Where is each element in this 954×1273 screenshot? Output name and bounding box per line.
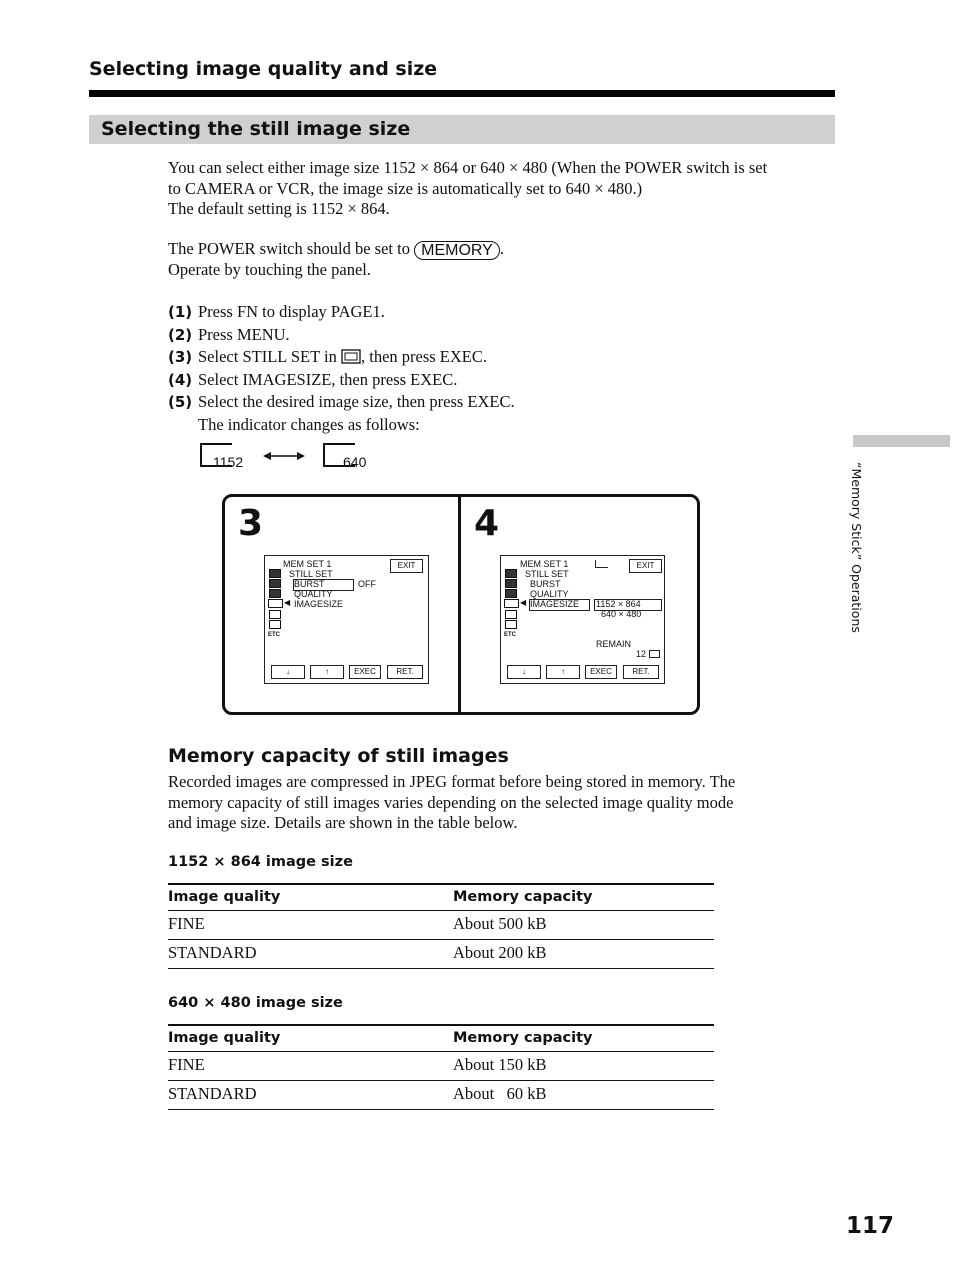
menu-item-burst[interactable]: BURST xyxy=(530,579,561,589)
table-header-row xyxy=(168,884,714,911)
memory-paragraph xyxy=(168,772,838,834)
chapter-rule xyxy=(89,90,835,97)
still-set-menu-icon xyxy=(341,349,361,364)
table-row xyxy=(168,911,714,940)
exec-button[interactable]: EXEC xyxy=(349,665,381,679)
return-button[interactable]: RET. xyxy=(387,665,423,679)
indicator-label: 640 xyxy=(343,454,367,470)
indicator-note: The indicator changes as follows: xyxy=(198,414,420,434)
power-suffix: . xyxy=(499,239,504,258)
intro-line: to CAMERA or VCR, the image size is automatically set to 640 × 480.) xyxy=(168,178,643,198)
table-header-row xyxy=(168,1025,714,1052)
chapter-title: Selecting image quality and size xyxy=(89,58,438,80)
memory-stick-icon xyxy=(649,650,660,658)
selected-arrow-icon: ◀ xyxy=(284,598,291,607)
table-caption: 640 × 480 image size xyxy=(168,995,343,1011)
size-indicator-icon xyxy=(595,560,608,568)
menu-item-quality[interactable]: QUALITY xyxy=(294,589,333,599)
column-header: Memory capacity xyxy=(453,889,593,905)
tape-set-icon xyxy=(505,610,517,619)
submenu-label: STILL SET xyxy=(289,569,333,579)
exit-button[interactable]: EXIT xyxy=(390,559,423,573)
remain-value: 12 xyxy=(636,649,647,659)
power-instruction xyxy=(168,239,838,280)
column-header: Image quality xyxy=(168,1030,281,1046)
step-item xyxy=(168,391,515,414)
return-button[interactable]: RET. xyxy=(623,665,659,679)
section-side-tab xyxy=(853,435,950,447)
selected-arrow-icon: ◀ xyxy=(520,598,527,607)
table-row xyxy=(168,1081,714,1110)
memory-line: and image size. Details are shown in the table below. xyxy=(168,813,518,832)
memory-heading: Memory capacity of still images xyxy=(168,745,509,767)
exec-button[interactable]: EXEC xyxy=(585,665,617,679)
table-cell: STANDARD xyxy=(168,943,257,962)
column-header: Image quality xyxy=(168,889,281,905)
step-text: Select the desired image size, then press EXEC. xyxy=(198,392,515,411)
step-number: (1) xyxy=(168,303,193,321)
table-row xyxy=(168,1052,714,1081)
double-arrow-icon xyxy=(263,450,305,462)
up-button[interactable]: ↑ xyxy=(546,665,580,679)
memory-line: Recorded images are compressed in JPEG format before being stored in memory. The xyxy=(168,772,736,791)
down-button[interactable]: ↓ xyxy=(507,665,541,679)
intro-paragraph xyxy=(168,158,838,220)
menu-title: MEM SET 1 xyxy=(283,559,332,569)
column-header: Memory capacity xyxy=(453,1030,593,1046)
step-number: (2) xyxy=(168,325,193,344)
camera-set-icon xyxy=(269,569,281,578)
step-number: (3) xyxy=(168,348,193,366)
mem-set-icon xyxy=(268,599,283,608)
step-item xyxy=(168,346,515,369)
table-cell: About 150 kB xyxy=(453,1055,547,1074)
step-text: Select IMAGESIZE, then press EXEC. xyxy=(198,369,458,389)
step-item xyxy=(168,369,515,392)
size-indicator-640 xyxy=(323,443,373,471)
capacity-table-1152 xyxy=(168,883,714,969)
capacity-table-640 xyxy=(168,1024,714,1110)
power-line2: Operate by touching the panel. xyxy=(168,259,371,279)
cm-set-icon xyxy=(505,579,517,588)
down-button[interactable]: ↓ xyxy=(271,665,305,679)
table-cell: About 60 kB xyxy=(453,1084,547,1103)
table-cell: FINE xyxy=(168,914,205,933)
page-number: 117 xyxy=(846,1213,895,1239)
step-text: Select STILL SET in xyxy=(198,347,337,366)
submenu-label: STILL SET xyxy=(525,569,569,579)
intro-line: The default setting is 1152 × 864. xyxy=(168,199,390,218)
table-cell: FINE xyxy=(168,1055,205,1074)
intro-line: You can select either image size 1152 × 864 or 640 × 480 (When the POWER switch is set xyxy=(168,158,768,177)
figure-number-4: 4 xyxy=(474,503,500,544)
lcd-set-icon xyxy=(505,589,517,598)
indicator-label: 1152 xyxy=(213,454,244,470)
setup-icon xyxy=(269,620,281,629)
menu-title: MEM SET 1 xyxy=(520,559,569,569)
table-cell: About 500 kB xyxy=(453,914,547,933)
lcd-screen-step4 xyxy=(500,555,665,684)
step-item xyxy=(168,324,515,347)
step-text: Press FN to display PAGE1. xyxy=(198,302,385,321)
table-row xyxy=(168,940,714,969)
option-1152[interactable]: 1152 × 864 xyxy=(596,599,641,609)
cm-set-icon xyxy=(269,579,281,588)
option-640[interactable]: 640 × 480 xyxy=(601,609,642,619)
etc-label: ETC xyxy=(504,632,516,638)
step-item xyxy=(168,301,515,324)
burst-value: OFF xyxy=(358,579,376,589)
remain-label: REMAIN xyxy=(596,639,632,649)
menu-item-burst[interactable]: BURST xyxy=(294,579,325,589)
camera-set-icon xyxy=(505,569,517,578)
mem-set-icon xyxy=(504,599,519,608)
menu-item-imagesize[interactable]: IMAGESIZE xyxy=(530,599,580,609)
figure-number-3: 3 xyxy=(238,503,264,544)
memory-badge: MEMORY xyxy=(414,241,500,260)
steps-list xyxy=(168,301,515,436)
menu-item-quality[interactable]: QUALITY xyxy=(530,589,569,599)
up-button[interactable]: ↑ xyxy=(310,665,344,679)
etc-label: ETC xyxy=(268,632,280,638)
step-number: (4) xyxy=(168,370,193,389)
lcd-screen-step3 xyxy=(264,555,429,684)
section-side-label: “Memory Stick” Operations xyxy=(849,462,864,633)
table-cell: About 200 kB xyxy=(453,943,547,962)
tape-set-icon xyxy=(269,610,281,619)
step-text: Press MENU. xyxy=(198,324,290,344)
power-prefix: The POWER switch should be set to xyxy=(168,239,410,258)
table-cell: STANDARD xyxy=(168,1084,257,1103)
setup-icon xyxy=(505,620,517,629)
table-caption: 1152 × 864 image size xyxy=(168,854,353,870)
exit-button[interactable]: EXIT xyxy=(629,559,662,573)
lcd-set-icon xyxy=(269,589,281,598)
section-title: Selecting the still image size xyxy=(101,118,411,140)
memory-line: memory capacity of still images varies depending on the selected image quality mode xyxy=(168,792,734,812)
step-text: , then press EXEC. xyxy=(360,347,488,366)
size-indicator-1152 xyxy=(200,443,250,471)
menu-item-imagesize[interactable]: IMAGESIZE xyxy=(294,599,344,609)
step-number: (5) xyxy=(168,393,193,411)
figure-divider xyxy=(458,497,461,712)
